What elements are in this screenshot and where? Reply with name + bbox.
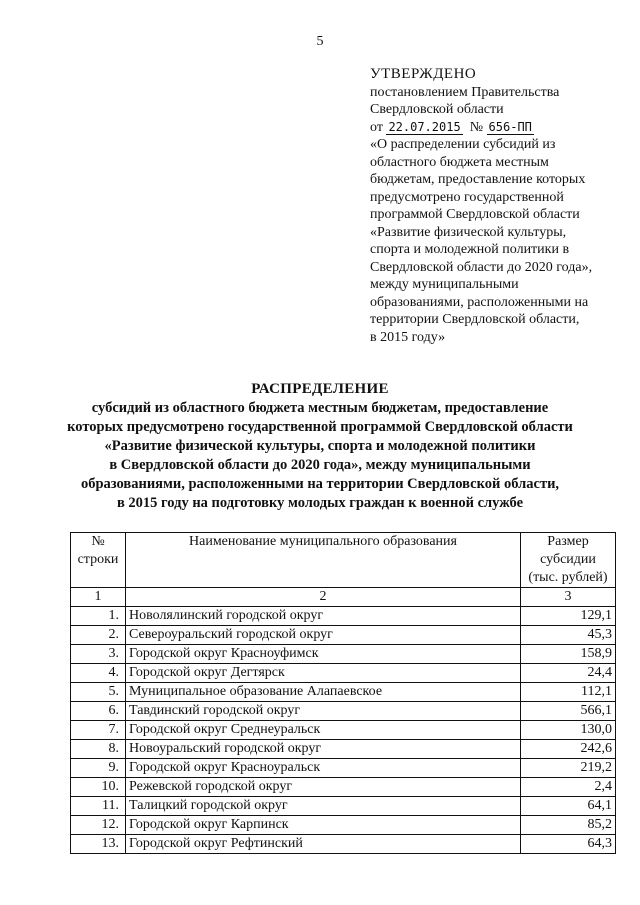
title-line: в 2015 году на подготовку молодых граждан к военной службе [116, 495, 524, 511]
subsidy-amount: 24,4 [521, 664, 616, 683]
main-title: РАСПРЕДЕЛЕНИЕ [251, 381, 389, 397]
quote-line: территории Свердловской области, [370, 312, 580, 327]
row-number: 12. [71, 816, 126, 835]
header-amount [521, 533, 616, 588]
title-line: субсидий из областного бюджета местным бюджетам, предоставление [91, 400, 549, 416]
table-header-row [71, 533, 616, 588]
table-row [71, 645, 616, 664]
subsidy-amount: 158,9 [521, 645, 616, 664]
row-number: 1. [71, 607, 126, 626]
row-number: 13. [71, 835, 126, 854]
subsidy-amount: 64,3 [521, 835, 616, 854]
date-prefix: от [370, 119, 383, 135]
quote-line: «О распределении субсидий из [370, 137, 556, 152]
approval-date-line [370, 119, 630, 137]
municipality-name: Режевской городской округ [126, 778, 521, 797]
header-text: Размер [547, 534, 589, 549]
title-line: образованиями, расположенными на территории Свердловской области, [80, 476, 560, 492]
subsidy-amount: 129,1 [521, 607, 616, 626]
row-number: 7. [71, 721, 126, 740]
quote-line: предусмотрено государственной [370, 189, 564, 205]
header-text: № [91, 534, 105, 549]
approval-block [370, 66, 630, 346]
quote-line: программой Свердловской области [370, 207, 580, 222]
column-number: 3 [521, 588, 616, 607]
header-row-number [71, 533, 126, 588]
subsidy-amount: 64,1 [521, 797, 616, 816]
municipality-name: Городской округ Дегтярск [126, 664, 521, 683]
row-number: 3. [71, 645, 126, 664]
number-prefix: № [469, 119, 484, 135]
subsidy-amount: 2,4 [521, 778, 616, 797]
municipality-name: Новолялинский городской округ [126, 607, 521, 626]
approval-line: постановлением Правительства [370, 84, 560, 100]
column-number: 2 [126, 588, 521, 607]
subsidy-amount: 85,2 [521, 816, 616, 835]
subsidy-amount: 45,3 [521, 626, 616, 645]
row-number: 5. [71, 683, 126, 702]
quote-line: «Развитие физической культуры, [370, 224, 567, 240]
row-number: 10. [71, 778, 126, 797]
page-number: 5 [316, 34, 324, 49]
title-line: которых предусмотрено государственной программой Свердловской области [67, 419, 573, 435]
row-number: 2. [71, 626, 126, 645]
quote-line: между муниципальными [370, 277, 519, 292]
approval-line: Свердловской области [370, 102, 504, 117]
column-number: 1 [71, 588, 126, 607]
document-title [0, 380, 640, 513]
header-municipality: Наименование муниципального образования [126, 533, 521, 588]
subsidy-amount: 242,6 [521, 740, 616, 759]
table-row [71, 778, 616, 797]
row-number: 9. [71, 759, 126, 778]
subsidy-table [70, 532, 616, 854]
quote-line: в 2015 году» [370, 329, 446, 345]
table-row [71, 759, 616, 778]
table-row [71, 721, 616, 740]
row-number: 11. [71, 797, 126, 816]
municipality-name: Городской округ Рефтинский [126, 835, 521, 854]
table-row [71, 835, 616, 854]
column-number-row [71, 588, 616, 607]
municipality-name: Североуральский городской округ [126, 626, 521, 645]
table-row [71, 816, 616, 835]
municipality-name: Городской округ Красноуральск [126, 759, 521, 778]
subsidy-amount: 112,1 [521, 683, 616, 702]
table-row [71, 797, 616, 816]
approval-number: 656-ПП [488, 119, 532, 134]
municipality-name: Городской округ Карпинск [126, 816, 521, 835]
row-number: 6. [71, 702, 126, 721]
row-number: 8. [71, 740, 126, 759]
quote-line: бюджетам, предоставление которых [370, 172, 586, 187]
header-text: (тыс. рублей) [528, 570, 608, 585]
table-row [71, 607, 616, 626]
quote-line: Свердловской области до 2020 года», [370, 259, 593, 275]
title-line: «Развитие физической культуры, спорта и молодежной политики [104, 438, 536, 454]
header-text: субсидии [540, 552, 596, 567]
table-row [71, 626, 616, 645]
municipality-name: Талицкий городской округ [126, 797, 521, 816]
table-row [71, 702, 616, 721]
row-number: 4. [71, 664, 126, 683]
municipality-name: Городской округ Среднеуральск [126, 721, 521, 740]
subsidy-amount: 219,2 [521, 759, 616, 778]
quote-line: спорта и молодежной политики в [370, 242, 570, 257]
approval-date: 22.07.2015 [388, 119, 461, 134]
municipality-name: Тавдинский городской округ [126, 702, 521, 721]
table-row [71, 664, 616, 683]
header-text: строки [77, 552, 119, 567]
subsidy-amount: 130,0 [521, 721, 616, 740]
table-row [71, 683, 616, 702]
subsidy-amount: 566,1 [521, 702, 616, 721]
municipality-name: Новоуральский городской округ [126, 740, 521, 759]
title-line: в Свердловской области до 2020 года», между муниципальными [109, 457, 531, 473]
table-row [71, 740, 616, 759]
municipality-name: Городской округ Красноуфимск [126, 645, 521, 664]
municipality-name: Муниципальное образование Алапаевское [126, 683, 521, 702]
approved-heading: УТВЕРЖДЕНО [370, 66, 477, 82]
quote-line: областного бюджета местным [370, 154, 549, 170]
quote-line: образованиями, расположенными на [370, 294, 589, 310]
